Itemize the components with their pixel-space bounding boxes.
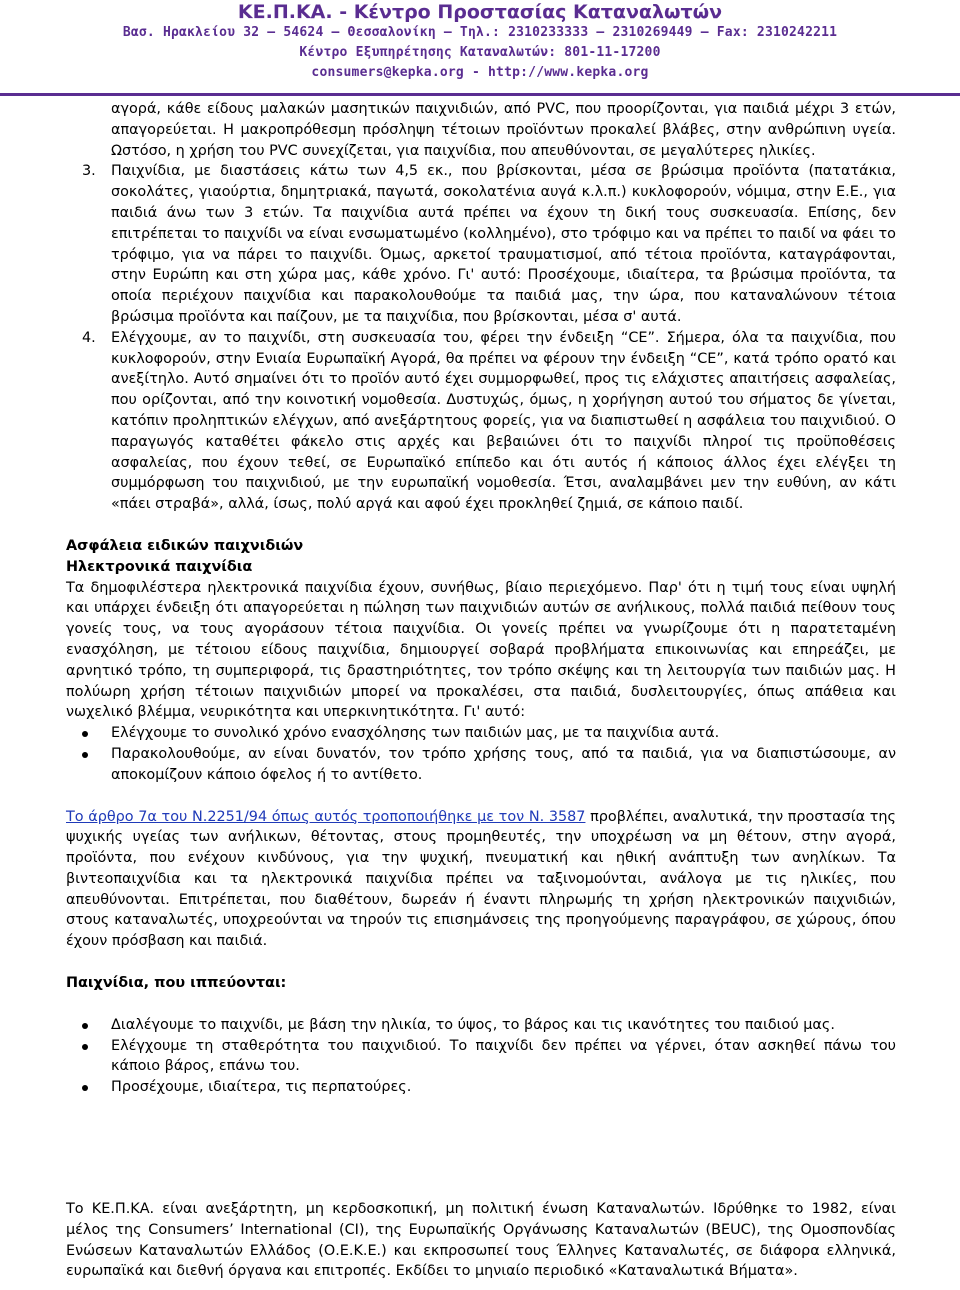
law-paragraph bbox=[66, 807, 896, 953]
item-number: 4. bbox=[82, 329, 96, 346]
law-article-link[interactable]: Το άρθρο 7α του Ν.2251/94 όπως αυτός τροποποιήθηκε με τον Ν. 3587 bbox=[66, 808, 586, 825]
list-item bbox=[66, 1015, 896, 1036]
item-number: 3. bbox=[82, 163, 96, 180]
address-line: Βασ. Ηρακλείου 32 – 54624 – Θεσσαλονίκη – Τηλ.: 2310233333 – 2310269449 – Fax: 2310242211 bbox=[122, 25, 838, 40]
service-center-line: Κέντρο Εξυπηρέτησης Καταναλωτών: 801-11-17200 bbox=[299, 45, 661, 60]
numbered-item-4 bbox=[66, 328, 896, 515]
bullet-text: Προσέχουμε, ιδιαίτερα, τις περπατούρες. bbox=[111, 1079, 412, 1096]
bullet-text: Ελέγχουμε το συνολικό χρόνο ενασχόλησης των παιδιών μας, με τα παιχνίδια αυτά. bbox=[111, 725, 720, 742]
document-body bbox=[66, 99, 896, 1098]
list-item bbox=[66, 1077, 896, 1098]
contact-separator: - bbox=[463, 65, 489, 80]
bullet-icon bbox=[82, 752, 88, 758]
list-item bbox=[66, 744, 896, 786]
intro-paragraph: αγορά, κάθε είδους μαλακών μασητικών παιχνιδιών, από PVC, που προορίζονται, για παιδιά μέχρι 3 ετών, απαγορεύεται. Η μακροπρόθεσμη πρόσληψη τέτοιων προϊόντων προκαλεί βλάβες, στην ανθρώπινη υγεία. Ωστόσο, η χρήση του PVC συνεχίζεται, για παιχνίδια, που απευθύνονται, σε μεγαλύτερες ηλικίες. bbox=[111, 101, 896, 159]
bullet-text: Ελέγχουμε τη σταθερότητα του παιχνιδιού. Το παιχνίδι δεν πρέπει να γέρνει, όταν ασκηθεί πάνω του κάποιο βάρος, επάνω του. bbox=[111, 1037, 896, 1075]
letterhead bbox=[0, 0, 960, 96]
organization-title: ΚΕ.Π.ΚΑ. - Κέντρο Προστασίας Καταναλωτών bbox=[237, 1, 723, 23]
section-subheading-electronic: Ηλεκτρονικά παιχνίδια bbox=[66, 558, 253, 575]
section-heading-ride-on: Παιχνίδια, που ιππεύονται: bbox=[66, 975, 287, 992]
electronic-games-paragraph: Τα δημοφιλέστερα ηλεκτρονικά παιχνίδια έχουν, συνήθως, βίαιο περιεχόμενο. Παρ' ότι η τιμή τους είναι υψηλή και υπάρχει ένδειξη ότι απαγορεύεται η πώληση των παιχνιδιών αυτών σε ανήλικους, πολλά παιδιά πείθουν τους γονείς τους, να τους αγοράσουν τέτοια παιχνίδια. Οι γονείς πρέπει να γνωρίζουμε ότι η παρατεταμένη ενασχόληση, με τέτοιου είδους παιχνίδια, δημιουργεί σοβαρά προβλήματα επικοινωνίας και επηρεάζει, με αρνητικό τρόπο, τη συμπεριφορά, τις δραστηριότητες, τον τρόπο σκέψης και τη λειτουργία των παιδιών μας. Η πολύωρη χρήση τέτοιων παιχνιδιών μπορεί να προκαλέσει, στα παιδιά, δυσλειτουργίες, όπως απάθεια και νωχελικό βλέμμα, νευρικότητα και υπερκινητικότητα. Γι' αυτό: bbox=[66, 579, 896, 721]
item-text: Παιχνίδια, με διαστάσεις κάτω των 4,5 εκ., που βρίσκονται, μέσα σε βρώσιμα προϊόντα (πατατάκια, σοκολάτες, γιαούρτια, δημητριακά, παγωτά, σοκολατένια αυγά κ.λ.π.) κυκλοφορούν, νόμιμα, στην Ε.Ε., για παιδιά άνω των 3 ετών. Τα παιχνίδια αυτά πρέπει να έχουν τη δική τους συσκευασία. Επίσης, δεν επιτρέπεται το παιχνίδι να είναι ενσωματωμένο (κολλημένο), στο τρόφιμο και να πρέπει το παιδί να φάει το τρόφιμο, για να πάρει το παιχνίδι. Όμως, αρκετοί τραυματισμοί, από τέτοια προϊόντα, καταγράφονται, στην Ευρώπη και στη χώρα μας, κάθε χρόνο. Γι' αυτό: Προσέχουμε, ιδιαίτερα, τα βρώσιμα προϊόντα, τα οποία περιέχουν παιχνίδια και παρακολουθούμε τα παιδιά μας, την ώρα, που καταναλώνουν τέτοια βρώσιμα προϊόντα και παίζουν, με τα παιχνίδια, που βρίσκονται, μέσα σ' αυτά. bbox=[111, 163, 896, 325]
bullet-icon bbox=[82, 1023, 88, 1029]
bullet-text: Διαλέγουμε το παιχνίδι, με βάση την ηλικία, το ύψος, το βάρος και τις ικανότητες του παιδιού μας. bbox=[111, 1016, 835, 1033]
contact-line bbox=[0, 63, 960, 83]
bullet-text: Παρακολουθούμε, αν είναι δυνατόν, τον τρόπο χρήσης τους, από τα παιδιά, για να διαπιστώσουμε, αν αποκομίζουν κάποιο όφελος ή το αντίθετο. bbox=[111, 745, 896, 783]
law-paragraph-text: προβλέπει, αναλυτικά, την προστασία της ψυχικής υγείας των ανήλικων, θέτοντας, στους προμηθευτές, την υποχρέωση να μη θέτουν, στην αγορά, προϊόντα, που ενέχουν κινδύνους, για την ψυχική, πνευματική και ηθική ανάπτυξη των ανηλίκων. Τα βιντεοπαιχνίδια και τα ηλεκτρονικά παιχνίδια πρέπει να ταξινομούνται, ανάλογα με τις ηλικίες, που απευθύνονται. Επιτρέπεται, που διαθέτουν, δωρεάν ή έναντι πληρωμής τη χρήση ηλεκτρονικών παιχνιδιών, στους καταναλωτές, υποχρεούνται να τηρούν τις επισημάνσεις της προηγούμενης παραγράφου, σε χώρους, όπου έχουν πρόσβαση και παιδιά. bbox=[66, 808, 896, 950]
list-item bbox=[66, 1036, 896, 1078]
section-heading-safety: Ασφάλεια ειδικών παιχνιδιών bbox=[66, 537, 304, 554]
item-text: Ελέγχουμε, αν το παιχνίδι, στη συσκευασία του, φέρει την ένδειξη “CE”. Σήμερα, όλα τα παιχνίδια, που κυκλοφορούν, στην Ενιαία Ευρωπαϊκή Αγορά, θα πρέπει να φέρουν την ένδειξη “CE”, κατά τρόπο ορατό και ανεξίτηλο. Αυτό σημαίνει ότι το προϊόν αυτό έχει συμμορφωθεί, προς τις ελάχιστες απαιτήσεις ασφαλείας, που ορίζονται, από την κοινοτική νομοθεσία. Δυστυχώς, όμως, η χορήγηση αυτού του σήματος δε γίνεται, κατόπιν προληπτικών ελέγχων, από ανεξάρτητους φορείς, για να διαπιστωθεί η ασφάλεια του παιχνιδιού. Ο παραγωγός καταθέτει φάκελο στις αρχές και βεβαιώνει ότι το παιχνίδι πληροί τις προϋποθέσεις ασφαλείας, που έχουν τεθεί, σε Ευρωπαϊκό επίπεδο και ότι αυτός ή κάποιος άλλος έχει ελέγξει τη συμμόρφωση του παιχνιδιού, με την ευρωπαϊκή νομοθεσία. Έτσι, αναλαμβάνει μεν την ευθύνη, αν κάτι «πάει στραβά», αλλά, ίσως, πολύ αργά και αφού έχει προκληθεί ζημιά, σε κάποιο παιδί. bbox=[111, 329, 896, 513]
bullet-icon bbox=[82, 731, 88, 737]
bullet-icon bbox=[82, 1085, 88, 1091]
header-divider bbox=[0, 93, 960, 96]
footer-note: Το ΚΕ.Π.ΚΑ. είναι ανεξάρτητη, μη κερδοσκοπική, μη πολιτική ένωση Καταναλωτών. Ιδρύθηκε το 1982, είναι μέλος της Consumers’ International (CI), της Ευρωπαϊκής Οργάνωσης Καταναλωτών (BEUC), της Ομοσπονδίας Ενώσεων Καταναλωτών Ελλάδος (Ο.Ε.Κ.Ε.) και εκπροσωπεί τους Έλληνες Καταναλωτές, σε διάφορα ελληνικά, ευρωπαϊκά και διεθνή όργανα και επιτροπές. Εκδίδει το μηνιαίο περιοδικό «Καταναλωτικά Βήματα». bbox=[66, 1201, 896, 1280]
numbered-item-3 bbox=[66, 161, 896, 327]
bullet-icon bbox=[82, 1044, 88, 1050]
list-item bbox=[66, 723, 896, 744]
email-link[interactable]: consumers@kepka.org bbox=[311, 65, 464, 80]
website-link[interactable]: http://www.kepka.org bbox=[488, 65, 649, 80]
